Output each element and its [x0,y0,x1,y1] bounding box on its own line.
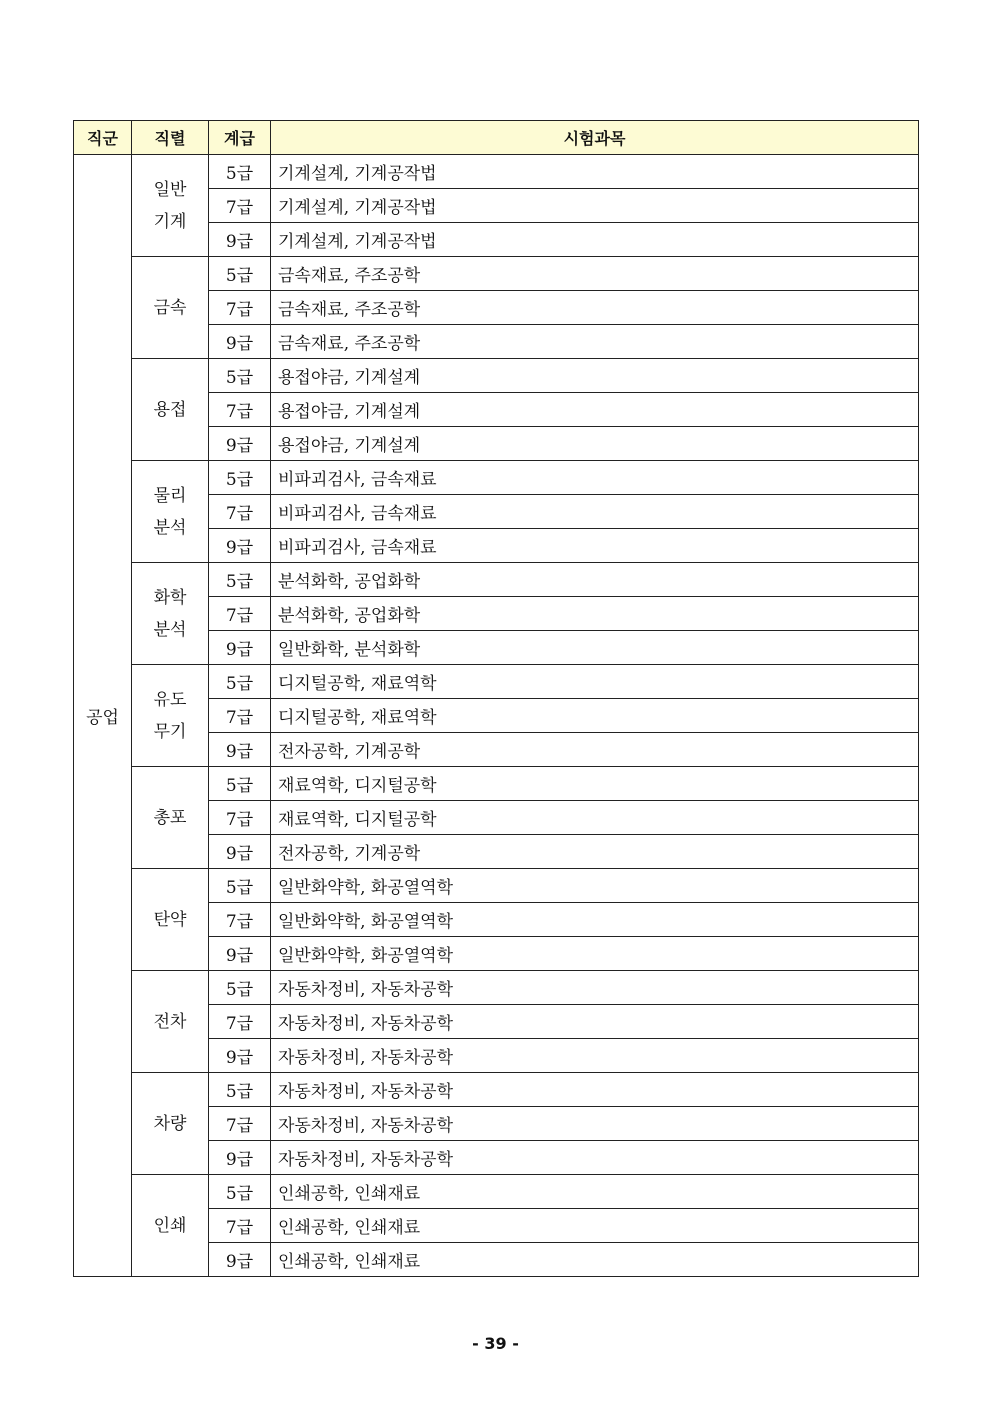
subjects-cell: 인쇄공학, 인쇄재료 [271,1175,919,1209]
subjects-cell: 비파괴검사, 금속재료 [271,529,919,563]
subjects-cell: 디지털공학, 재료역학 [271,665,919,699]
subjects-cell: 비파괴검사, 금속재료 [271,461,919,495]
series-cell [132,461,209,563]
grade-cell: 7급 [209,495,271,529]
series-cell [132,563,209,665]
subjects-cell: 기계설계, 기계공작법 [271,155,919,189]
grade-cell: 9급 [209,223,271,257]
grade-cell: 9급 [209,835,271,869]
grade-cell: 9급 [209,427,271,461]
grade-cell: 9급 [209,1243,271,1277]
series-name-line: 총포 [153,807,187,828]
grade-cell: 5급 [209,767,271,801]
grade-cell: 7급 [209,1209,271,1243]
series-cell [132,1073,209,1175]
table-row [74,767,919,801]
subjects-cell: 일반화약학, 화공열역학 [271,869,919,903]
grade-cell: 7급 [209,1107,271,1141]
series-name-line: 일반 [153,179,187,200]
grade-cell: 7급 [209,903,271,937]
subjects-cell: 재료역학, 디지털공학 [271,801,919,835]
subjects-cell: 분석화학, 공업화학 [271,597,919,631]
subjects-cell: 재료역학, 디지털공학 [271,767,919,801]
series-name-line: 분석 [153,619,187,640]
series-name-line: 물리 [153,485,187,506]
subjects-cell: 일반화학, 분석화학 [271,631,919,665]
table-row [74,563,919,597]
grade-cell: 5급 [209,665,271,699]
table-body [74,155,919,1277]
grade-cell: 7급 [209,1005,271,1039]
series-name-line: 인쇄 [153,1215,187,1236]
subjects-cell: 일반화약학, 화공열역학 [271,903,919,937]
header-group: 직군 [74,121,132,155]
header-subjects: 시험과목 [271,121,919,155]
series-name-line: 차량 [153,1113,187,1134]
series-cell [132,257,209,359]
subjects-cell: 인쇄공학, 인쇄재료 [271,1243,919,1277]
subjects-cell: 디지털공학, 재료역학 [271,699,919,733]
subjects-cell: 금속재료, 주조공학 [271,257,919,291]
series-name-line: 전차 [153,1011,187,1032]
grade-cell: 7급 [209,801,271,835]
subjects-cell: 용접야금, 기계설계 [271,427,919,461]
series-cell [132,1175,209,1277]
grade-cell: 9급 [209,733,271,767]
group-cell: 공업 [74,155,132,1277]
subjects-cell: 분석화학, 공업화학 [271,563,919,597]
grade-cell: 7급 [209,393,271,427]
grade-cell: 9급 [209,1039,271,1073]
subjects-cell: 금속재료, 주조공학 [271,325,919,359]
series-cell [132,869,209,971]
table-row [74,665,919,699]
series-name-line: 화학 [153,587,187,608]
series-name-line: 분석 [153,517,187,538]
series-cell [132,767,209,869]
subjects-cell: 전자공학, 기계공학 [271,733,919,767]
grade-cell: 5급 [209,155,271,189]
subjects-cell: 인쇄공학, 인쇄재료 [271,1209,919,1243]
series-cell [132,359,209,461]
series-name-line: 금속 [153,297,187,318]
subjects-cell: 자동차정비, 자동차공학 [271,1141,919,1175]
subjects-cell: 일반화약학, 화공열역학 [271,937,919,971]
grade-cell: 5급 [209,563,271,597]
grade-cell: 5급 [209,1073,271,1107]
table-row [74,461,919,495]
subjects-cell: 자동차정비, 자동차공학 [271,971,919,1005]
subjects-cell: 비파괴검사, 금속재료 [271,495,919,529]
subjects-cell: 기계설계, 기계공작법 [271,223,919,257]
grade-cell: 5급 [209,869,271,903]
grade-cell: 9급 [209,325,271,359]
grade-cell: 5급 [209,1175,271,1209]
table-row [74,869,919,903]
page-number: - 39 - [472,1334,519,1353]
subjects-cell: 기계설계, 기계공작법 [271,189,919,223]
subjects-cell: 용접야금, 기계설계 [271,359,919,393]
series-name-line: 기계 [153,211,187,232]
exam-subjects-table [73,120,919,1277]
series-name-line: 용접 [153,399,187,420]
grade-cell: 9급 [209,631,271,665]
grade-cell: 9급 [209,529,271,563]
subjects-cell: 자동차정비, 자동차공학 [271,1039,919,1073]
series-cell [132,971,209,1073]
header-series: 직렬 [132,121,209,155]
series-name-line: 유도 [153,689,187,710]
grade-cell: 5급 [209,971,271,1005]
grade-cell: 7급 [209,699,271,733]
grade-cell: 7급 [209,291,271,325]
grade-cell: 5급 [209,257,271,291]
table-row [74,155,919,189]
table-row [74,257,919,291]
series-cell [132,155,209,257]
table-row [74,971,919,1005]
subjects-cell: 자동차정비, 자동차공학 [271,1005,919,1039]
subjects-cell: 전자공학, 기계공학 [271,835,919,869]
grade-cell: 5급 [209,359,271,393]
table-row [74,1073,919,1107]
grade-cell: 5급 [209,461,271,495]
header-grade: 계급 [209,121,271,155]
grade-cell: 7급 [209,597,271,631]
table-row [74,359,919,393]
table-header-row [74,121,919,155]
grade-cell: 7급 [209,189,271,223]
subjects-cell: 용접야금, 기계설계 [271,393,919,427]
grade-cell: 9급 [209,937,271,971]
subjects-cell: 자동차정비, 자동차공학 [271,1107,919,1141]
series-name-line: 탄약 [153,909,187,930]
subjects-cell: 금속재료, 주조공학 [271,291,919,325]
series-cell [132,665,209,767]
table-row [74,1175,919,1209]
series-name-line: 무기 [153,721,187,742]
grade-cell: 9급 [209,1141,271,1175]
table-header [74,121,919,155]
subjects-cell: 자동차정비, 자동차공학 [271,1073,919,1107]
